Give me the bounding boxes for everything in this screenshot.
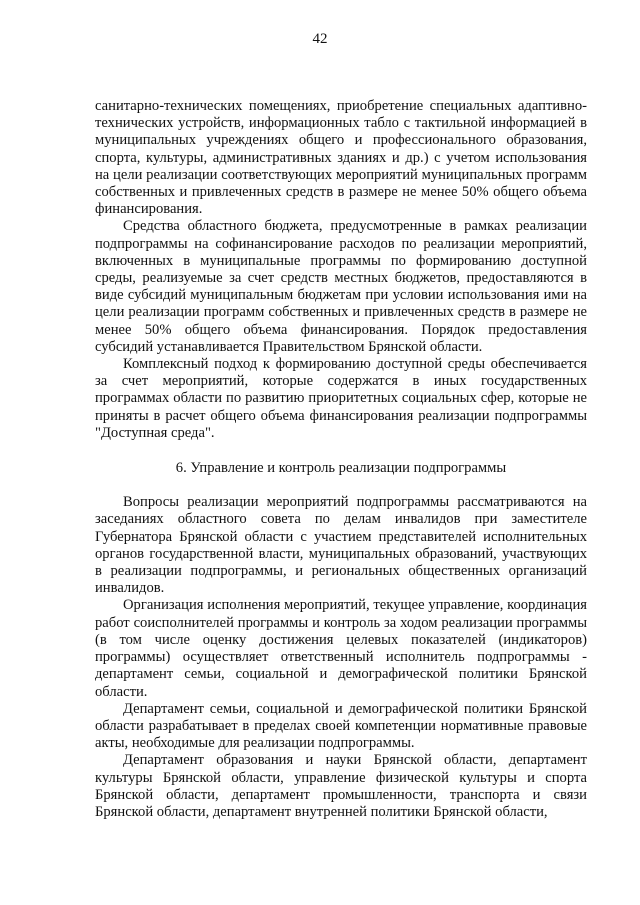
paragraph: Средства областного бюджета, предусмотренные в рамках реализации подпрограммы на софинансирование расходов по реализации мероприятий, включенных в муниципальные программы по формированию доступной среды, реализуемые за счет средств местных бюджетов, предоставляются в виде субсидий муниципальным бюджетам при условии использования ими на цели реализации программ собственных и привлеченных средств в размере не менее 50% общего объема финансирования. Порядок предоставления субсидий устанавливается Правительством Брянской области.	[95, 218, 587, 355]
paragraph: Вопросы реализации мероприятий подпрограммы рассматриваются на заседаниях областного совета по делам инвалидов при заместителе Губернатора Брянской области с участием представителей исполнительных органов государственной власти, муниципальных образований, участвующих в реализации подпрограммы, и региональных общественных организаций инвалидов.	[95, 494, 587, 597]
paragraph: Организация исполнения мероприятий, текущее управление, координация работ соисполнителей программы и контроль за ходом реализации программы (в том числе оценку достижения целевых показателей (индикаторов) программы) осуществляет ответственный исполнитель подпрограммы - департамент семьи, социальной и демографической политики Брянской области.	[95, 597, 587, 700]
paragraph: Департамент образования и науки Брянской области, департамент культуры Брянской области, управление физической культуры и спорта Брянской области, департамент промышленности, транспорта и связи Брянской области, департамент внутренней политики Брянской области,	[95, 752, 587, 820]
section-heading: 6. Управление и контроль реализации подпрограммы	[175, 460, 507, 477]
page-number: 42	[312, 31, 328, 47]
paragraph: Департамент семьи, социальной и демографической политики Брянской области разрабатывает в пределах своей компетенции нормативные правовые акты, необходимые для реализации подпрограммы.	[95, 700, 587, 752]
body-text	[95, 98, 587, 821]
paragraph: санитарно-технических помещениях, приобретение специальных адаптивно-технических устройств, информационных табло с тактильной информацией в муниципальных учреждениях общего и профессионального образования, спорта, культуры, административных зданиях и др.) с учетом использования на цели реализации соответствующих мероприятий муниципальных программ собственных и привлеченных средств в размере не менее 50% общего объема финансирования.	[95, 98, 587, 218]
paragraph: Комплексный подход к формированию доступной среды обеспечивается за счет мероприятий, которые содержатся в иных государственных программах области по развитию приоритетных социальных сфер, которые не приняты в расчет общего объема финансирования реализации подпрограммы "Доступная среда".	[95, 356, 587, 441]
